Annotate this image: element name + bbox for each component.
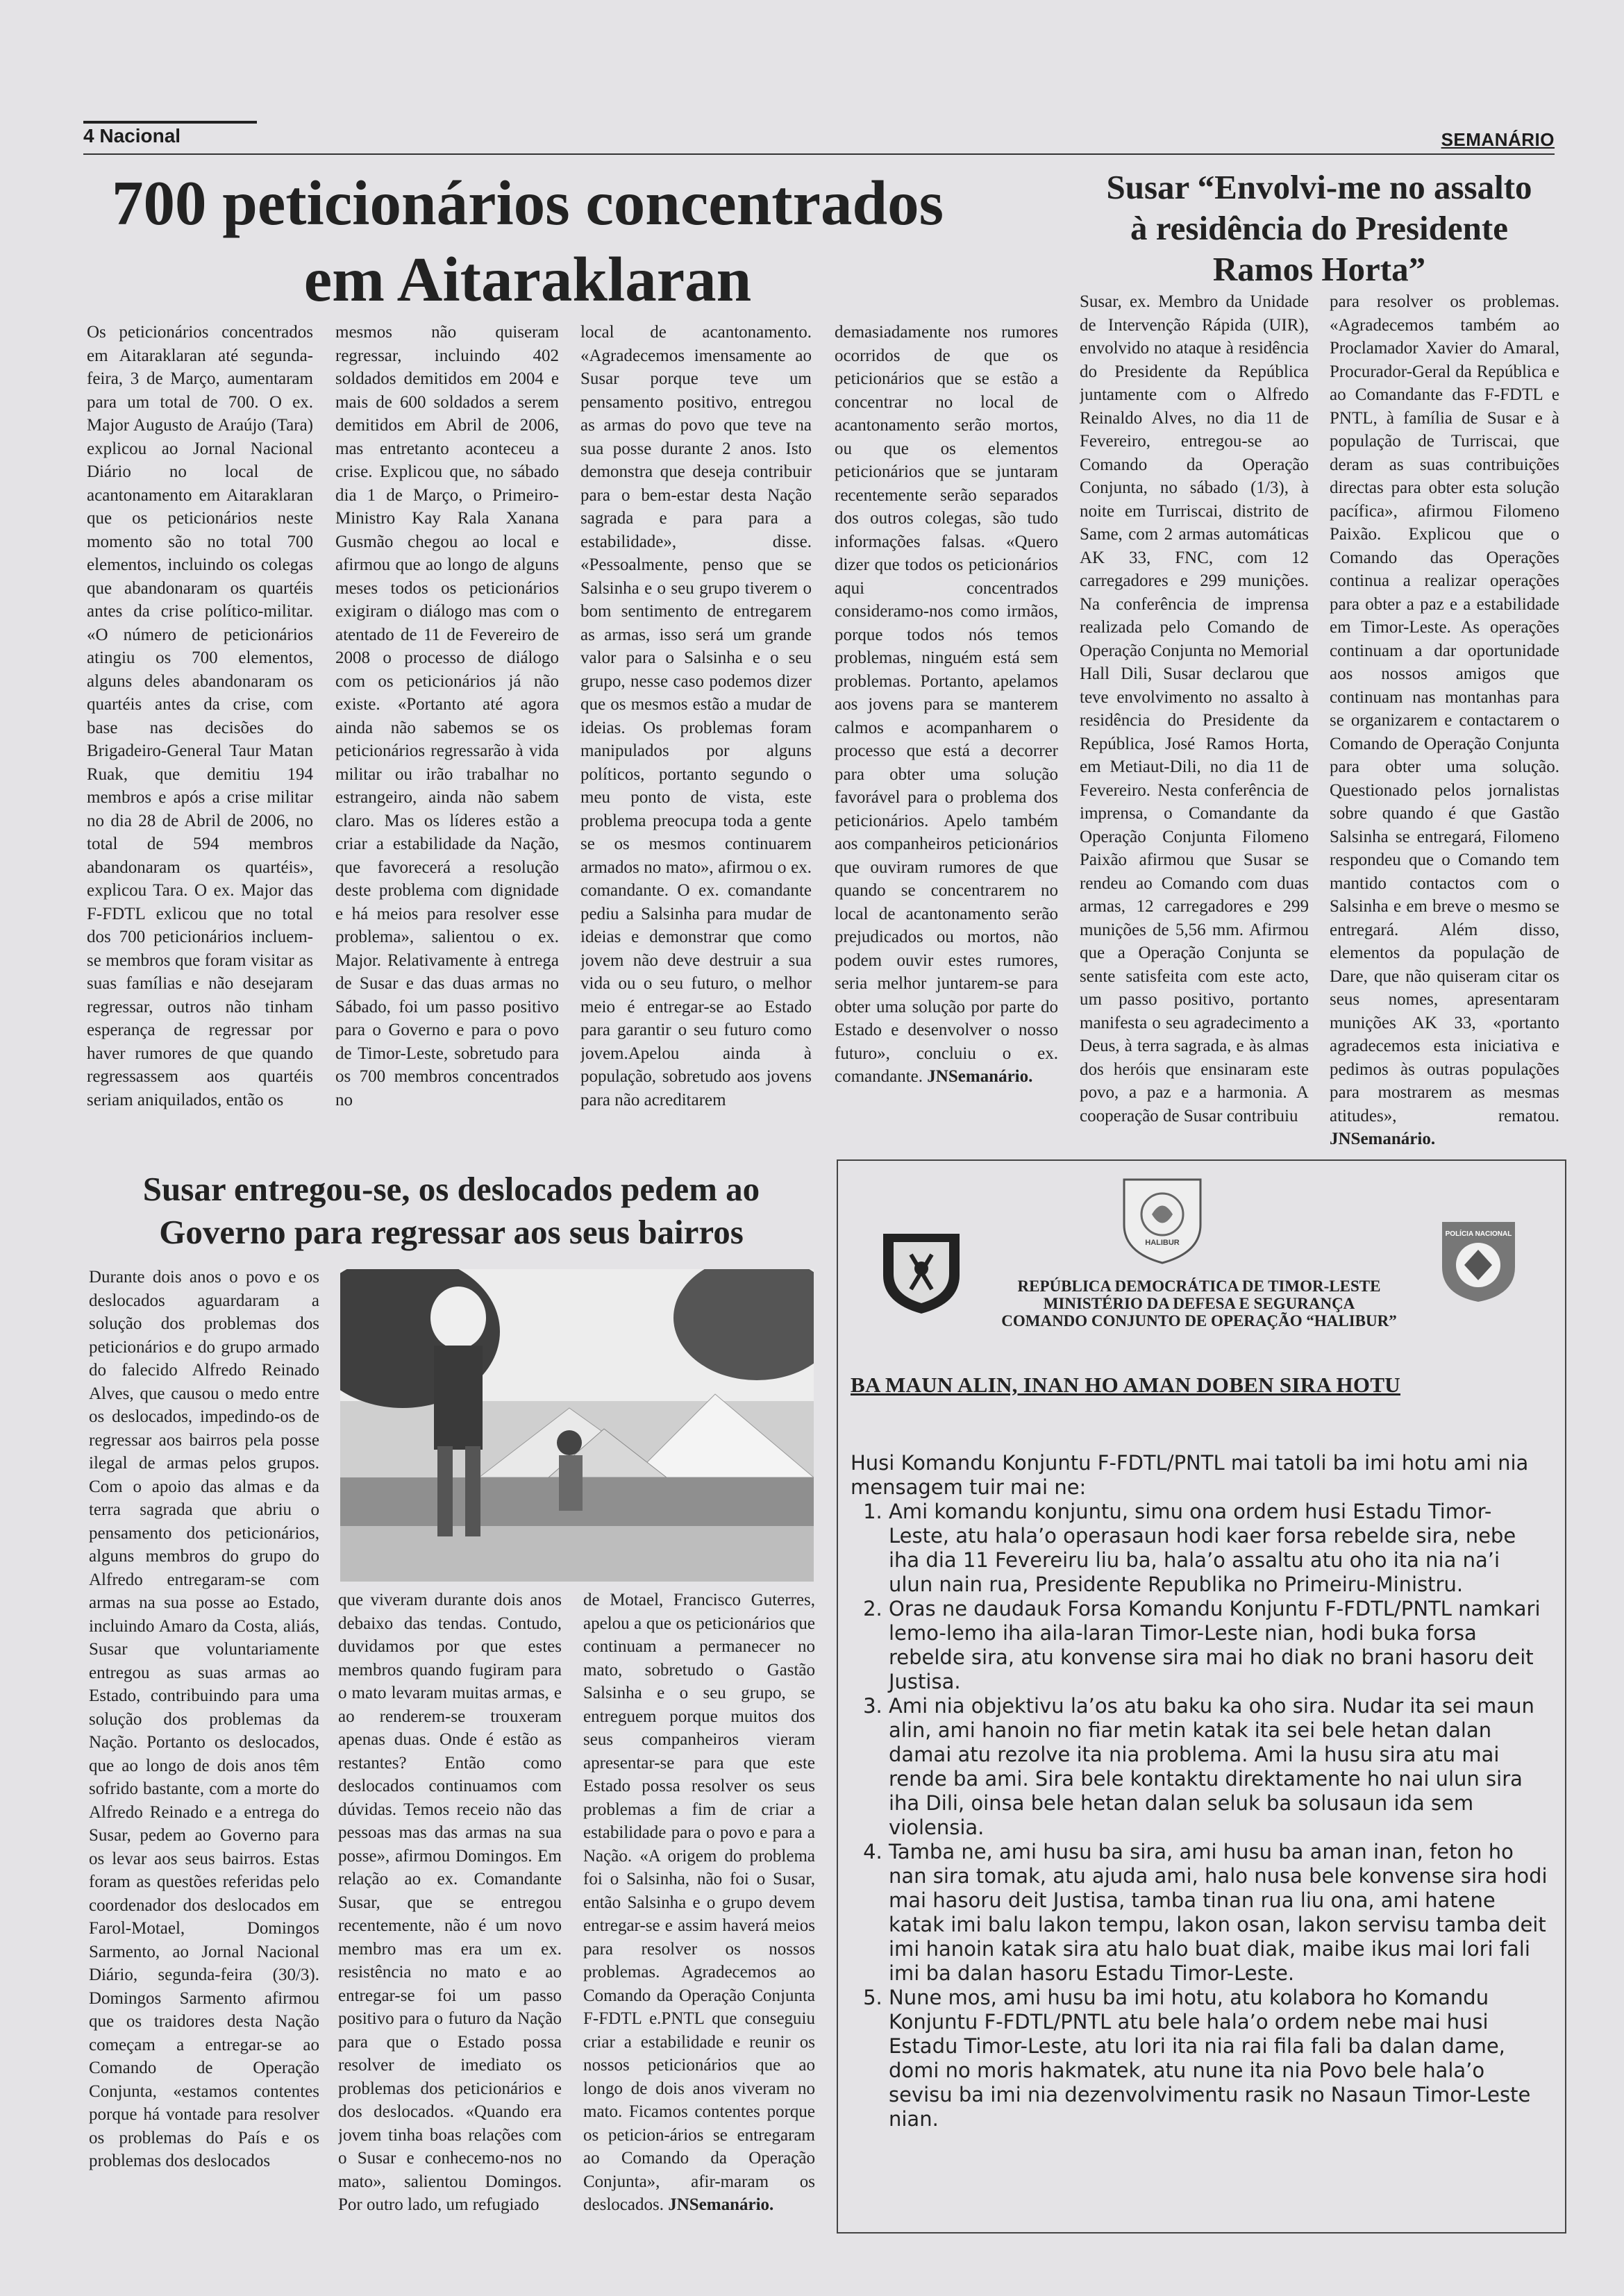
article3-column-2: que viveram durante dois anos debaixo das tendas. Contudo, duvidamos por que estes membros quando fugiram para o mato levaram muitas armas, e ao renderem-se trouxeram apenas duas. Onde é estão as restantes? Então como deslocados continuamos com dúvidas. Temos receio não das pessoas mas das armas na sua posse», afirmou Domingos. Em relação ao ex. Comandante Susar, que se entregou recentemente, não é um novo membro mas era um ex. resistência no mato e ao entregar-se foi um passo positivo para o futuro da Nação para que o Estado possa resolver de imediato os problemas dos peticionários e dos deslocados. «Quando era jovem tinha boas relações com o Susar e conhecemo-nos no mato», salientou Domingos. Por outro lado, um refugiado — [338, 1591, 562, 2214]
article3-column-3: de Motael, Francisco Guterres, apelou a que os peticionários que continuam a permanecer no mato, sobretudo o Gastão Salsinha e o seu grupo, se entreguem porque muitos dos seus companheiros vieram apresentar-se para que este Estado possa resolver os seus problemas a fim de criar a estabilidade para o povo e para a Nação. «A origem do problema foi o Salsinha, não foi o Susar, então Salsinha e o grupo devem entregar-se e assim haverá meios para resolver os nossos problemas. Agradecemos ao Comando da Operação Conjunta F-FDTL e.PNTL que conseguiu criar a estabilidade e reunir os nossos peticionários que ao longo de dois anos viveram no mato. Ficamos contentes porque os peticion-ários se entregaram ao Comando da Operação Conjunta», afir-maram os deslocados. JNSemanário. — [583, 1591, 815, 2214]
notice-box — [837, 1159, 1566, 2234]
article1-column-2: mesmos não quiseram regressar, incluindo 402 soldados demitidos em 2004 e mais de 600 soldados a serem demitidos em Abril de 2006, mas entretanto aconteceu a crise. Explicou que, no sábado dia 1 de Março, o Primeiro-Ministro Kay Rala Xanana Gusmão chegou ao local e afirmou que ao longo de alguns meses todos os peticionários exigiram o diálogo mas com o atentado de 11 de Fevereiro de 2008 o processo de diálogo com os peticionários já não existe. «Portanto até agora ainda não sabemos se os peticionários regressarão à vida militar ou irão trabalhar no estrangeiro, ainda não sabem claro. Mas os líderes estão a criar a estabilidade da Nação, que favorecerá a resolução deste problema com dignidade e há meios para resolver esse problema», salientou o ex. Major. Relativamente à entrega de Susar e das duas armas no Sábado, foi um passo positivo para o Governo e para o povo de Timor-Leste, sobretudo para os 700 membros concentrados no — [335, 323, 559, 1109]
article3-headline-line2: Governo para regressar aos seus bairros — [159, 1213, 744, 1251]
police-badge-icon — [1435, 1215, 1522, 1305]
notice-body — [851, 1451, 1548, 2131]
notice-heading: BA MAUN ALIN, INAN HO AMAN DOBEN SIRA HOTU — [851, 1373, 1400, 1397]
article1-column-4: demasiadamente nos rumores ocorridos de que os peticionários que se estão a concentrar no local de acantonamento serão mortos, ou que os elementos peticionários que se juntaram recentemente serão separados dos outros colegas, são tudo informações falsas. «Quero dizer que todos os peticionários aqui concentrados consideramo-nos como irmãos, porque todos nós temos problemas, ninguém está sem problemas. Portanto, apelamos aos jovens para se manterem calmos e acompanharem o processo que está a decorrer para obter uma solução favorável para o problema dos peticionários. Apelo também aos companheiros peticionários que ouviram rumores de que quando se concentrarem no local de acantonamento serão prejudicados ou mortos, não podem ouvir estes rumores, seria melhor juntarem-se para obter uma solução por parte do Estado e desenvolver o nosso futuro», concluiu o ex. comandante. JNSemanário. — [835, 323, 1058, 1086]
notice-org-header — [973, 1277, 1425, 1330]
photo-illustration — [340, 1269, 814, 1582]
article1-headline — [83, 165, 972, 318]
badge-graphic — [1435, 1215, 1522, 1305]
notice-item: 5. Nune mos, ami husu ba imi hotu, atu kolabora ho Komandu Konjuntu F-FDTL/PNTL atu bele hala’o ordem nebe mai husi Estadu Timor-Leste, atu lori ita nia rai fila fali ba dalan dame, domi no moris hakmatek, atu nune ita nia Povo bele hala’o sevisu ba imi nia dezenvolvimentu rasik no Nasaun Timor-Leste nian. — [889, 1986, 1548, 2131]
article3-column-1: Durante dois anos o povo e os deslocados aguardaram a solução dos problemas dos peticionários e do grupo armado do falecido Alfredo Reinado Alves, que causou o medo entre os deslocados, impedindo-os de regressar aos bairros pela posse ilegal de armas pelos grupos. Com o apoio das almas e da terra sagrada que abriu o pensamento dos peticionários, alguns membros do grupo do Alfredo entregaram-se com armas na sua posse ao Estado, incluindo Amaro da Costa, aliás, Susar que voluntariamente entregou as suas armas ao Estado, contribuindo para uma solução dos problemas da Nação. Portanto os deslocados, que ao longo de dois anos têm sofrido bastante, com a morte do Alfredo Reinado e a entrega do Susar, pedem ao Governo para os levar aos seus bairros. Estas foram as questões referidas pelo coordenador dos deslocados em Farol-Motael, Domingos Sarmento, ao Jornal Nacional Diário, segunda-feira (30/3). Domingos Sarmento afirmou que os traidores desta Nação começam a entregar-se ao Comando de Operação Conjunta, «estamos contentes porque há vontade para resolver os problemas do País e os problemas dos deslocados — [89, 1268, 319, 2170]
header-rule — [83, 153, 1555, 155]
notice-item: 1. Ami komandu konjuntu, simu ona ordem husi Estadu Timor-Leste, atu hala’o operasaun hodi kaer forsa rebelde sira, nebe iha dia 11 Fevereiru liu ba, hala’o assaltu atu oho ita nia na’i ulun nain rua, Presidente Republika no Primeiru-Ministru. — [889, 1500, 1548, 1597]
article3-headline — [76, 1168, 826, 1254]
article2-column-1: Susar, ex. Membro da Unidade de Intervenção Rápida (UIR), envolvido no ataque à residência do Presidente da República juntamente com o Alfredo Reinaldo Alves, no dia 11 de Fevereiro, entregou-se ao Comando da Operação Conjunta, no sábado (1/3), à noite em Turriscai, distrito de Same, com 2 armas automáticas AK 33, FNC, com 12 carregadores e 299 munições. Na conferência de imprensa realizada pelo Comando de Operação Conjunta no Memorial Hall Dili, Susar declarou que teve envolvimento no assalto à residência do Presidente da República, José Ramos Horta, em Metiaut-Dili, no dia 11 de Fevereiro. Nesta conferência de imprensa, o Comandante da Operação Conjunta Filomeno Paixão afirmou que Susar se rendeu ao Comando com duas armas, 12 carregadores e 299 munições de 5,56 mm. Afirmou que a Operação Conjunta se sente satisfeita com este acto, um passo positivo, portanto manifesta o seu agradecimento a Deus, à terra sagrada, e às almas dos heróis que ensinaram este povo, a paz e a harmonia. A cooperação de Susar contribuiu — [1080, 292, 1309, 1125]
seal-label: HALIBUR — [1145, 1239, 1180, 1247]
notice-item: 2. Oras ne daudauk Forsa Komandu Konjuntu F-FDTL/PNTL namkari lemo-lemo iha aila-laran Timor-Leste nian, hodi buka forsa rebelde sira, atu konvense sira mai ho diak no brani hasoru deit Justisa. — [889, 1597, 1548, 1694]
article2-headline-line2: à residência do Presidente — [1130, 209, 1508, 247]
section-label: 4 Nacional — [83, 125, 181, 146]
org-command: COMANDO CONJUNTO DE OPERAÇÃO “HALIBUR” — [1001, 1312, 1397, 1330]
publication-name: SEMANÁRIO — [1441, 129, 1555, 150]
article2-headline — [1069, 167, 1569, 290]
notice-item: 4. Tamba ne, ami husu ba sira, ami husu ba aman inan, feton ho nan sira tomak, atu ajuda ami, halo nusa bele konvense sira hodi mai hasoru deit Justisa, tamba tinan rua liu ona, ami hatene katak imi balu lakon tempu, lakon osan, lakon servisu tamba deit imi hanoin katak sira atu halo buat diak, maibe ikus mai lori fali imi ba dalan hasoru Estadu Timor-Leste. — [889, 1840, 1548, 1986]
org-country: REPÚBLICA DEMOCRÁTICA DE TIMOR-LESTE — [1017, 1277, 1381, 1295]
article1-headline-line2: em Aitaraklaran — [303, 244, 752, 315]
military-crest-icon — [876, 1227, 966, 1317]
halibur-seal-icon — [1114, 1169, 1211, 1266]
news-photo — [340, 1269, 814, 1582]
article2-column-2: para resolver os problemas. «Agradecemos também ao Proclamador Xavier do Amaral, Procurador-Geral da República e ao Comandante das F-FDTL e PNTL, à família de Susar e à população de Turriscai, que deram as suas contribuições directas para obter esta solução pacífica», afirmou Filomeno Paixão. Explicou que o Comando das Operações continua a realizar operações para obter a paz e a estabilidade em Timor-Leste. As operações continuam a dar oportunidade aos nossos amigos que continuam nas montanhas para se organizarem e contactarem o Comando de Operação Conjunta para obter uma solução. Questionado pelos jornalistas sobre quando é que Gastão Salsinha se entregará, Filomeno respondeu que o Comando tem mantido contactos com o Salsinha e em breve o mesmo se entregará. Além disso, elementos da população de Dare, que não quiseram citar os seus nomes, apresentaram munições AK 33, «portanto agradecemos esta iniciativa e pedimos às outras populações para mostrarem as mesmas atitudes», rematou. JNSemanário. — [1330, 290, 1559, 1144]
article1-column-3: local de acantonamento. «Agradecemos imensamente ao Susar porque teve um pensamento positivo, entregou as armas do povo que teve na sua posse durante 2 anos. Isto demonstra que deseja contribuir para o bem-estar desta Nação sagrada e para para a estabilidade», disse. «Pessoalmente, penso que se Salsinha e o seu grupo tiverem o bom sentimento de entregarem as armas, isso será um grande valor para o Salsinha e o seu grupo, nesse caso podemos dizer que os mesmos estão a mudar de ideias. Os problemas foram manipulados por alguns políticos, portanto segundo o meu ponto de vista, este problema preocupa toda a gente se os mesmos continuarem armados no mato», afirmou o ex. comandante. O ex. comandante pediu a Salsinha para mudar de ideias e demonstrar que como jovem não deve destruir a sua vida ou o seu futuro, o melhor meio é entregar-se ao Estado para garantir o seu futuro como jovem.Apelou ainda à população, sobretudo aos jovens para não acreditarem — [580, 323, 812, 1109]
seal-graphic — [1114, 1169, 1211, 1266]
org-ministry: MINISTÉRIO DA DEFESA E SEGURANÇA — [1043, 1295, 1355, 1312]
article1-signature: JNSemanário. — [927, 1067, 1033, 1086]
article1-column-1: Os peticionários concentrados em Aitaraklaran até segunda-feira, 3 de Março, aumentaram para um total de 700. O ex. Major Augusto de Araújo (Tara) explicou ao Jornal Nacional Diário no local de acantonamento em Aitaraklaran que os peticionários neste momento são no total 700 elementos, incluindo os colegas que abandonaram os quartéis antes da crise político-militar. «O número de peticionários atingiu os 700 elementos, alguns deles abandonaram os quartéis antes da crise, com base nas decisões do Brigadeiro-General Taur Matan Ruak, que demitiu 194 membros e após a crise militar no dia 28 de Abril de 2006, no total de 594 membros abandonaram os quartéis», explicou Tara. O ex. Major das F-FDTL exlicou que no total dos 700 peticionários incluem-se membros que foram visitar as suas famílias e não desejaram regressar, outros não tinham esperança de regressar por haver rumores de que quando regressassem aos quartéis seriam aniquilados, então os — [87, 323, 313, 1109]
notice-list — [851, 1500, 1548, 2131]
header-accent-line — [83, 121, 257, 124]
article3-signature: JNSemanário. — [668, 2195, 774, 2214]
article1-headline-line1: 700 peticionários concentrados — [111, 168, 944, 238]
notice-intro: Husi Komandu Konjuntu F-FDTL/PNTL mai tatoli ba imi hotu ami nia mensagem tuir mai ne: — [851, 1451, 1529, 1499]
article2-signature: JNSemanário. — [1330, 1130, 1436, 1144]
article2-headline-line1: Susar “Envolvi-me no assalto — [1106, 168, 1532, 206]
notice-item: 3. Ami nia objektivu la’os atu baku ka oho sira. Nudar ita sei maun alin, ami hanoin no fiar metin katak ita sei bele hetan dalan damai atu rezolve ita nia problema. Ami la husu sira atu mai rende ba ami. Sira bele kontaktu direktamente ho nai ulun sira iha Dili, oinsa bele hetan dalan seluk ba solusaun ida sem violensia. — [889, 1694, 1548, 1840]
article3-headline-line1: Susar entregou-se, os deslocados pedem ao — [142, 1170, 760, 1208]
article2-headline-line3: Ramos Horta” — [1212, 250, 1426, 288]
badge-label: POLÍCIA NACIONAL — [1445, 1230, 1512, 1238]
